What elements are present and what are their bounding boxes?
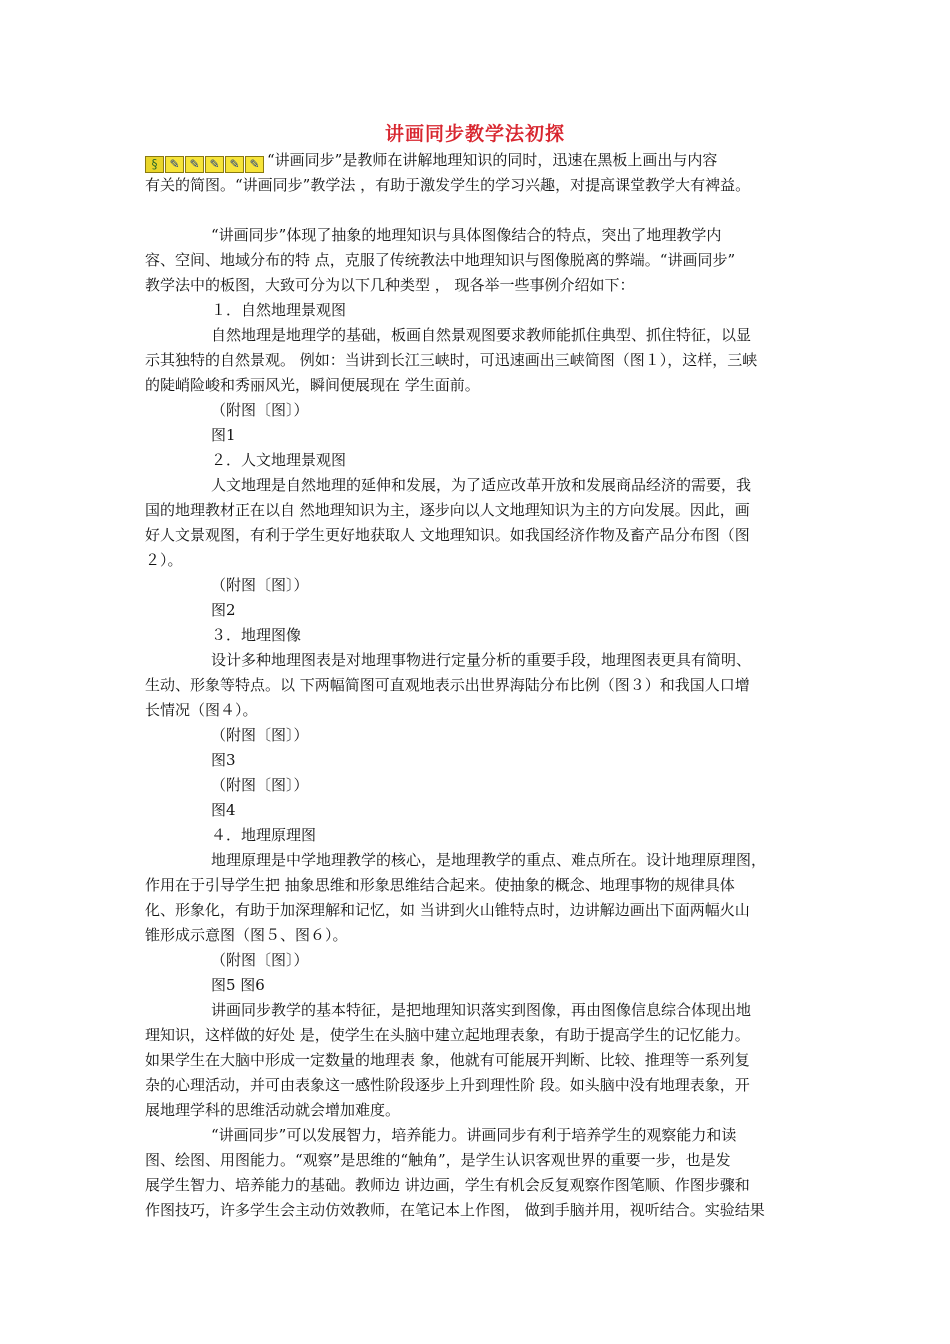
paragraph-line: 讲画同步教学的基本特征，是把地理知识落实到图像，再由图像信息综合体现出地 [211,1001,752,1019]
paragraph-line: 锥形成示意图（图５、图６）。 [145,926,348,944]
section-heading: ３．地理图像 [211,626,302,644]
paragraph-line: 作用在于引导学生把 抽象思维和形象思维结合起来。使抽象的概念、地理事物的规律具体 [145,876,735,894]
paragraph-line: “讲画同步”体现了抽象的地理知识与具体图像结合的特点，突出了地理教学内 [211,226,722,244]
figure-caption: 图1 [211,426,236,444]
figure-placeholder: （附图〔图〕） [211,401,309,419]
figure-caption: 图2 [211,601,236,619]
paragraph-line: “讲画同步”可以发展智力，培养能力。讲画同步有利于培养学生的观察能力和读 [211,1126,737,1144]
figure-placeholder: （附图〔图〕） [211,726,309,744]
paragraph-line: 生动、形象等特点。以 下两幅简图可直观地表示出世界海陆分布比例（图３）和我国人口增 [145,676,750,694]
pen-icon[interactable]: ✎ [165,156,184,173]
section-heading: ２．人文地理景观图 [211,451,347,469]
paper-clip-icon[interactable]: § [145,156,164,173]
paragraph-line: 示其独特的自然景观。 例如：当讲到长江三峡时，可迅速画出三峡简图（图１），这样，三峡 [145,351,758,369]
paragraph-line: 如果学生在大脑中形成一定数量的地理表 象，他就有可能展开判断、比较、推理等一系列复 [145,1051,750,1069]
paragraph-line: 展学生智力、培养能力的基础。教师边 讲边画，学生有机会反复观察作图笔顺、作图步骤和 [145,1176,750,1194]
figure-placeholder: （附图〔图〕） [211,951,309,969]
pen-icon[interactable]: ✎ [185,156,204,173]
pen-icon[interactable]: ✎ [245,156,264,173]
figure-placeholder: （附图〔图〕） [211,776,309,794]
paragraph-line: “讲画同步”是教师在讲解地理知识的同时，迅速在黑板上画出与内容 [267,151,718,169]
paragraph-line: 作图技巧，许多学生会主动仿效教师，在笔记本上作图， 做到手脑并用，视听结合。实验结果 [145,1201,765,1219]
paragraph-line: 地理原理是中学地理教学的核心，是地理教学的重点、难点所在。设计地理原理图， [211,851,767,869]
paragraph-line: 国的地理教材正在以自 然地理知识为主，逐步向以人文地理知识为主的方向发展。因此，画 [145,501,750,519]
pen-icon[interactable]: ✎ [225,156,244,173]
paragraph-line: 图、绘图、用图能力。“观察”是思维的“触角”，是学生认识客观世界的重要一步，也是发 [145,1151,731,1169]
blank-line [145,198,815,223]
paragraph-line: 教学法中的板图，大致可分为以下几种类型 ， 现各举一些事例介绍如下： [145,276,635,294]
paragraph-line: 的陡峭险峻和秀丽风光，瞬间便展现在 学生面前。 [145,376,480,394]
paragraph-line: 杂的心理活动，并可由表象这一感性阶段逐步上升到理性阶 段。如头脑中没有地理表象，开 [145,1076,750,1094]
figure-caption: 图4 [211,801,236,819]
figure-caption: 图3 [211,751,236,769]
paragraph-line: 有关的简图。“讲画同步”教学法 ，有助于激发学生的学习兴趣，对提高课堂教学大有裨益。 [145,176,751,194]
section-heading: １．自然地理景观图 [211,301,347,319]
paragraph-line: 展地理学科的思维活动就会增加难度。 [145,1101,401,1119]
paragraph-line: ２）。 [145,551,183,569]
paragraph-line: 化、形象化，有助于加深理解和记忆，如 当讲到火山锥特点时，边讲解边画出下面两幅火山 [145,901,750,919]
pen-icon[interactable]: ✎ [205,156,224,173]
first-line [145,148,815,173]
paragraph-line: 容、空间、地域分布的特 点，克服了传统教法中地理知识与图像脱离的弊端。“讲画同步” [145,251,736,269]
figure-caption: 图5 图6 [211,976,265,994]
paragraph-line: 长情况（图４）。 [145,701,258,719]
paragraph-line: 人文地理是自然地理的延伸和发展，为了适应改革开放和发展商品经济的需要，我 [211,476,752,494]
page-title: 讲画同步教学法初探 [384,123,565,145]
paragraph-line: 理知识，这样做的好处 是，使学生在头脑中建立起地理表象，有助于提高学生的记忆能力。 [145,1026,750,1044]
article-body [145,148,815,1223]
paragraph-line: 自然地理是地理学的基础，板画自然景观图要求教师能抓住典型、抓住特征，以显 [211,326,752,344]
figure-placeholder: （附图〔图〕） [211,576,309,594]
paragraph-line: 设计多种地理图表是对地理事物进行定量分析的重要手段，地理图表更具有简明、 [211,651,752,669]
paragraph-line: 好人文景观图，有利于学生更好地获取人 文地理知识。如我国经济作物及畜产品分布图（图 [145,526,750,544]
section-heading: ４．地理原理图 [211,826,317,844]
